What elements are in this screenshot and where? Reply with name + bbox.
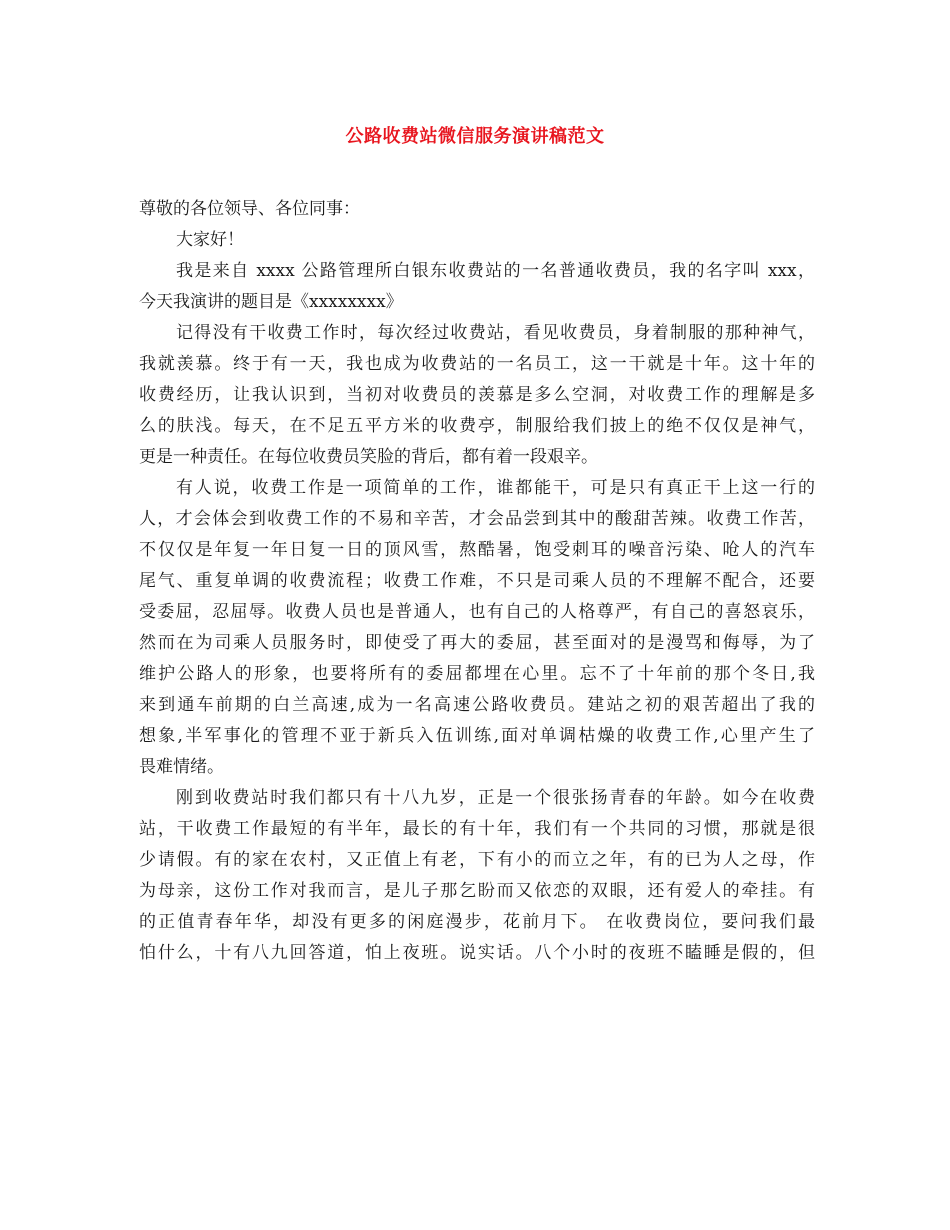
- paragraph-line: 刚到收费站时我们都只有十八九岁，正是一个很张扬青春的年龄。如今在收费: [176, 788, 815, 808]
- paragraph-line: 人，才会体会到收费工作的不易和辛苦，才会品尝到其中的酸甜苦辣。收费工作苦，: [139, 509, 815, 529]
- paragraph-line: 记得没有干收费工作时，每次经过收费站，看见收费员，身着制服的那种神气，: [176, 323, 815, 343]
- paragraph-line: 然而在为司乘人员服务时，即使受了再大的委屈，甚至面对的是漫骂和侮辱，为了: [139, 633, 815, 653]
- paragraph-line: 想象,半军事化的管理不亚于新兵入伍训练,面对单调枯燥的收费工作,心里产生了: [139, 726, 815, 746]
- paragraph-line: 的正值青春年华，却没有更多的闲庭漫步，花前月下。 在收费岗位，要问我们最: [139, 912, 815, 932]
- paragraph-line: 尾气、重复单调的收费流程；收费工作难，不只是司乘人员的不理解不配合，还要: [139, 571, 815, 591]
- paragraph-line: 为母亲，这份工作对我而言，是儿子那乞盼而又依恋的双眼，还有爱人的牵挂。有: [139, 881, 815, 901]
- paragraph-line: 收费经历，让我认识到，当初对收费员的羡慕是多么空洞，对收费工作的理解是多: [139, 385, 815, 405]
- paragraph-line: 么的肤浅。每天，在不足五平方米的收费亭，制服给我们披上的绝不仅仅是神气，: [139, 416, 815, 436]
- salutation-line: 尊敬的各位领导、各位同事：: [139, 199, 360, 219]
- paragraph-line: 不仅仅是年复一年日复一日的顶风雪，熬酷暑，饱受刺耳的噪音污染、呛人的汽车: [139, 540, 815, 560]
- document-body: [139, 194, 815, 969]
- document-title: 公路收费站微信服务演讲稿范文: [345, 126, 605, 147]
- paragraph-line: 怕什么，十有八九回答道，怕上夜班。说实话。八个小时的夜班不瞌睡是假的，但: [139, 943, 815, 963]
- paragraph-line: 站，干收费工作最短的有半年，最长的有十年，我们有一个共同的习惯，那就是很: [139, 819, 815, 839]
- paragraph-line: 来到通车前期的白兰高速,成为一名高速公路收费员。建站之初的艰苦超出了我的: [139, 695, 815, 715]
- paragraph-line: 有人说，收费工作是一项简单的工作，谁都能干，可是只有真正干上这一行的: [176, 478, 815, 498]
- paragraph-line: 维护公路人的形象，也要将所有的委屈都埋在心里。忘不了十年前的那个冬日,我: [139, 664, 815, 684]
- paragraph-line: 我是来自 xxxx 公路管理所白银东收费站的一名普通收费员，我的名字叫 xxx，: [176, 261, 815, 281]
- paragraph-line: 受委屈，忍屈辱。收费人员也是普通人，也有自己的人格尊严，有自己的喜怒哀乐，: [139, 602, 815, 622]
- paragraph-line: 更是一种责任。在每位收费员笑脸的背后，都有着一段艰辛。: [139, 447, 598, 467]
- greeting-line: 大家好！: [176, 230, 244, 250]
- paragraph-line: 少请假。有的家在农村，又正值上有老，下有小的而立之年，有的已为人之母，作: [139, 850, 815, 870]
- paragraph-line: 今天我演讲的题目是《xxxxxxxx》: [139, 292, 403, 312]
- paragraph-line: 我就羡慕。终于有一天，我也成为收费站的一名员工，这一干就是十年。这十年的: [139, 354, 815, 374]
- paragraph-line: 畏难情绪。: [139, 757, 224, 777]
